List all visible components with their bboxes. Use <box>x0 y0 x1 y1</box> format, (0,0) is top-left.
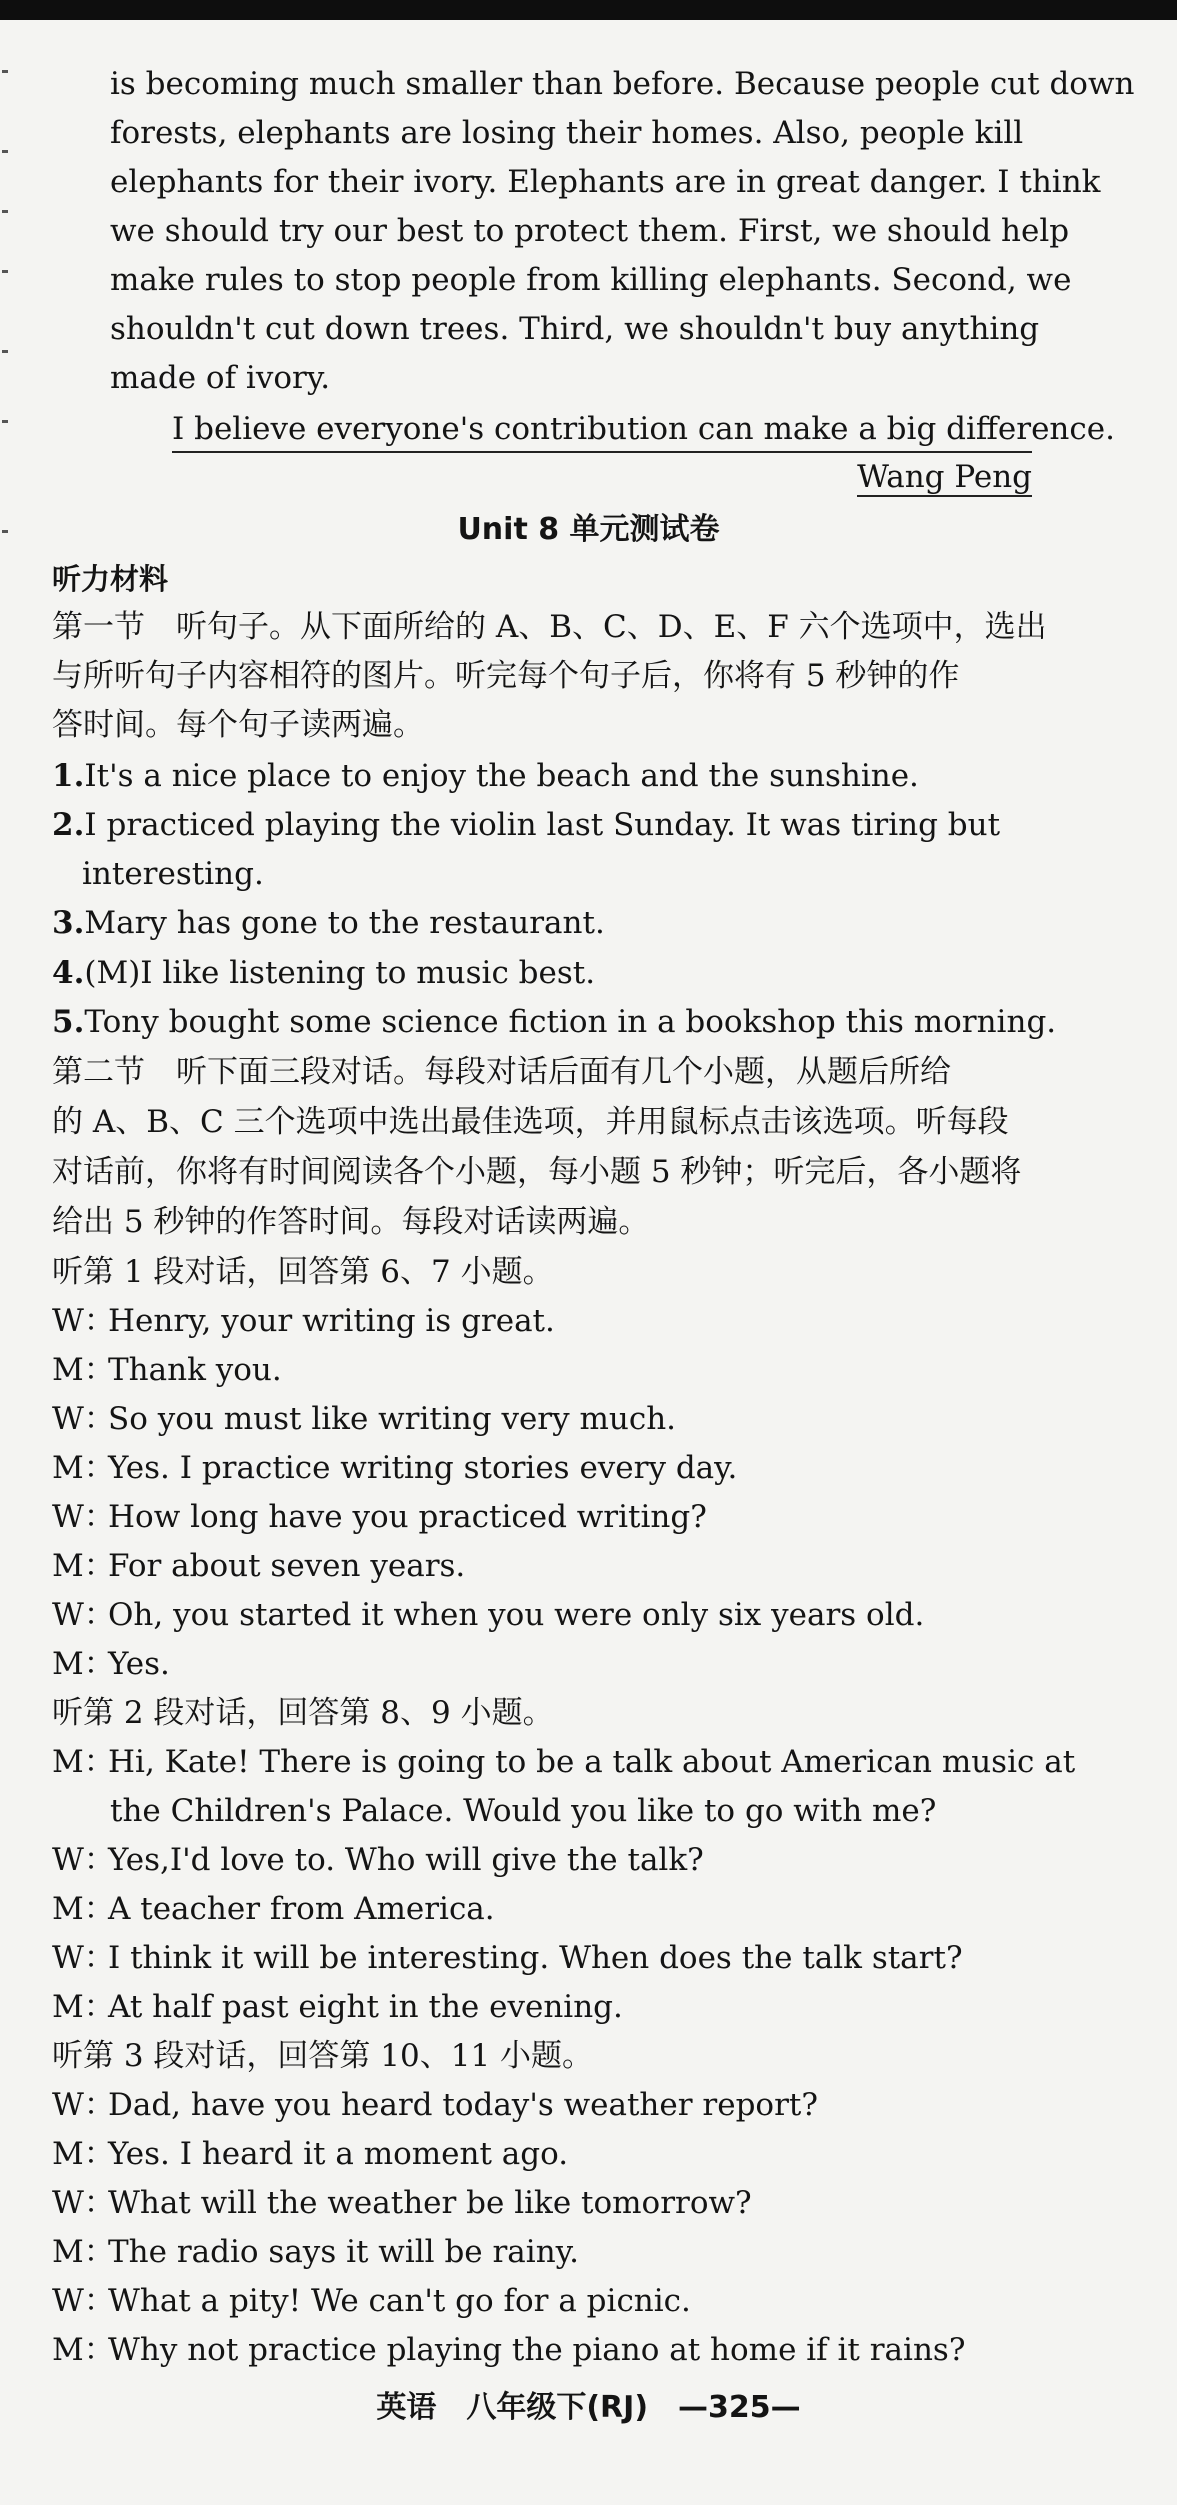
dialogue-line: W：What will the weather be like tomorrow? <box>52 2185 752 2221</box>
listening-item: 3.Mary has gone to the restaurant. <box>52 905 605 941</box>
essay-signature: Wang Peng <box>857 459 1032 495</box>
dialogue-heading: 听第 3 段对话，回答第 10、11 小题。 <box>52 2038 594 2074</box>
unit-title: Unit 8 单元测试卷 <box>457 512 720 547</box>
listening-item-continuation: interesting. <box>82 856 264 892</box>
dialogue-line: M：Yes. I practice writing stories every day. <box>52 1450 738 1486</box>
part1-instruction: 第一节 听句子。从下面所给的 A、B、C、D、E、F 六个选项中，选出 <box>52 609 1047 645</box>
essay-line: made of ivory. <box>110 360 331 396</box>
essay-line: forests, elephants are losing their homes. Also, people kill <box>110 115 1024 151</box>
dialogue-line: M：At half past eight in the evening. <box>52 1989 623 2025</box>
dialogue-line: W：I think it will be interesting. When does the talk start? <box>52 1940 963 1976</box>
dialogue-heading: 听第 2 段对话，回答第 8、9 小题。 <box>52 1695 554 1731</box>
essay-line: make rules to stop people from killing elephants. Second, we <box>110 262 1072 298</box>
dialogue-line: M：Yes. I heard it a moment ago. <box>52 2136 569 2172</box>
dialogue-line: W：So you must like writing very much. <box>52 1401 677 1437</box>
dialogue-line: M：Yes. <box>52 1646 170 1682</box>
dialogue-line: W：Dad, have you heard today's weather report? <box>52 2087 818 2123</box>
part2-instruction: 对话前，你将有时间阅读各个小题，每小题 5 秒钟；听完后，各小题将 <box>52 1154 1022 1190</box>
listening-item: 1.It's a nice place to enjoy the beach and the sunshine. <box>52 758 919 794</box>
dialogue-line: M：A teacher from America. <box>52 1891 495 1927</box>
dialogue-line-continuation: the Children's Palace. Would you like to go with me? <box>110 1793 937 1829</box>
dialogue-line: W：Yes,I'd love to. Who will give the talk? <box>52 1842 704 1878</box>
dialogue-line: W：How long have you practiced writing? <box>52 1499 707 1535</box>
dialogue-line: W：Henry, your writing is great. <box>52 1303 555 1339</box>
essay-closing: I believe everyone's contribution can make a big difference. <box>172 407 1032 453</box>
section-heading: 听力材料 <box>52 562 169 596</box>
dialogue-line: M：For about seven years. <box>52 1548 466 1584</box>
dialogue-heading: 听第 1 段对话，回答第 6、7 小题。 <box>52 1254 554 1290</box>
essay-line: shouldn't cut down trees. Third, we shouldn't buy anything <box>110 311 1040 347</box>
part2-instruction: 的 A、B、C 三个选项中选出最佳选项，并用鼠标点击该选项。听每段 <box>52 1104 1009 1140</box>
dialogue-line: M：Why not practice playing the piano at home if it rains? <box>52 2332 966 2368</box>
essay-line: elephants for their ivory. Elephants are in great danger. I think <box>110 164 1101 200</box>
dialogue-line: W：What a pity! We can't go for a picnic. <box>52 2283 691 2319</box>
dialogue-line: W：Oh, you started it when you were only six years old. <box>52 1597 925 1633</box>
essay-line: is becoming much smaller than before. Because people cut down <box>110 66 1135 102</box>
listening-item: 2.I practiced playing the violin last Sunday. It was tiring but <box>52 807 1001 843</box>
part1-instruction: 与所听句子内容相符的图片。听完每个句子后，你将有 5 秒钟的作 <box>52 658 960 694</box>
part2-instruction: 第二节 听下面三段对话。每段对话后面有几个小题，从题后所给 <box>52 1054 951 1090</box>
dialogue-line: M：Hi, Kate! There is going to be a talk about American music at <box>52 1744 1076 1780</box>
dialogue-line: M：The radio says it will be rainy. <box>52 2234 579 2270</box>
dialogue-line: M：Thank you. <box>52 1352 282 1388</box>
page-footer: 英语 八年级下(RJ) —325— <box>376 2390 801 2425</box>
listening-item: 5.Tony bought some science fiction in a bookshop this morning. <box>52 1004 1057 1040</box>
essay-line: we should try our best to protect them. First, we should help <box>110 213 1070 249</box>
listening-item: 4.(M)I like listening to music best. <box>52 955 596 991</box>
part2-instruction: 给出 5 秒钟的作答时间。每段对话读两遍。 <box>52 1204 650 1240</box>
part1-instruction: 答时间。每个句子读两遍。 <box>52 707 424 743</box>
